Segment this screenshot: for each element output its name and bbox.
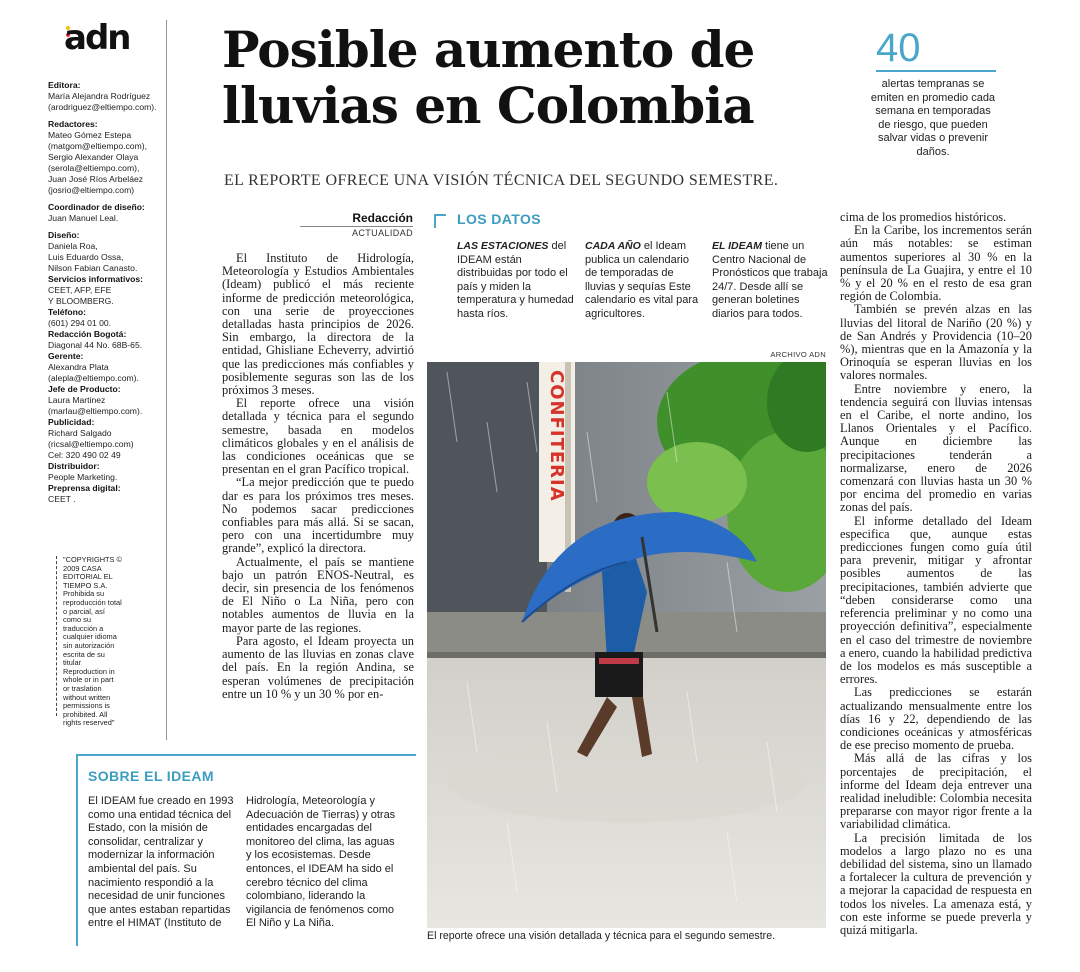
staff-line: (alepla@eltiempo.com). xyxy=(48,373,139,383)
article-paragraph: Para agosto, el Ideam proyecta un aumento de las lluvias en zonas clave del país. En la región Andina, se esperan volúmenes de precipitación entre un 10 % y un 30 % por en- xyxy=(222,633,414,701)
staff-role: Redacción Bogotá: xyxy=(48,329,127,339)
byline-name: Redacción xyxy=(352,211,413,225)
headline: Posible aumento de lluvias en Colombia xyxy=(222,20,755,135)
article-paragraph: Entre noviembre y enero, la tendencia seguirá con lluvias intensas en el Caribe, el norte andino, los Llanos Orientales y el Pacífico. Aunque en diciembre las precipitaciones tenderán a normalizarse, enero de 2026 comenzará con lluvias hasta un 30 % por encima del promedio en varias zonas del país. xyxy=(840,381,1032,515)
staff-line: Daniela Roa, xyxy=(48,241,98,251)
datos-item xyxy=(585,240,701,322)
staff-line: People Marketing. xyxy=(48,472,118,482)
datos-item xyxy=(712,240,830,322)
article-paragraph: La precisión limitada de los modelos a largo plazo no es una debilidad del sistema, sino un llamado a fortalecer la cultura de prevención y a mejorar la capacidad de respuesta en todos los niveles. La amenaza está, y con este informe se puede preverla y quizá mitigarla. xyxy=(840,830,1032,937)
staff-line: Luis Eduardo Ossa, xyxy=(48,252,124,262)
byline-section: ACTUALIDAD xyxy=(300,226,413,238)
photo-caption: El reporte ofrece una visión detallada y técnica para el segundo semestre. xyxy=(427,930,776,942)
sobre-text-col-1: El IDEAM fue creado en 1993 como una entidad técnica del Estado, con la misión de consolidar, centralizar y modernizar la información ambiental del país. Su nacimiento respondió a la necesidad de unir funciones que antes estaban repartidas entre el HIMAT (Instituto de xyxy=(88,795,234,930)
staff-line: Sergio Alexander Olaya xyxy=(48,152,139,162)
staff-line: Cel: 320 490 02 49 xyxy=(48,450,121,460)
byline xyxy=(300,211,413,238)
staff-credits xyxy=(48,80,166,505)
staff-line: (matgom@eltiempo.com), xyxy=(48,141,147,151)
rain-photo xyxy=(427,362,826,928)
staff-role: Distribuidor: xyxy=(48,461,100,471)
staff-line: Juan Manuel Leal. xyxy=(48,213,119,223)
staff-line: Richard Salgado xyxy=(48,428,112,438)
staff-line: Juan José Ríos Arbeláez xyxy=(48,174,144,184)
staff-line: (arodriguez@eltiempo.com). xyxy=(48,102,157,112)
staff-role: Publicidad: xyxy=(48,417,95,427)
sobre-title: SOBRE EL IDEAM xyxy=(88,768,214,784)
staff-line: (ricsal@eltiempo.com) xyxy=(48,439,134,449)
staff-line: Nilson Fabian Canasto. xyxy=(48,263,138,273)
article-paragraph: “La mejor predicción que te puedo dar es para los próximos tres meses. No podemos sacar predicciones confiables para más allá. Si se sacan, pero con una incertidumbre muy grande”, explicó la directora. xyxy=(222,475,414,556)
article-paragraph: También se prevén alzas en las lluvias del litoral de Nariño (20 %) y de San Andrés y Providencia (10–20 %), mientras que en la Amazonía y la Orinoquía se esperan lluvias en los valores normales. xyxy=(840,302,1032,383)
copyright-notice: "COPYRIGHTS © 2009 CASA EDITORIAL EL TIEMPO S.A. Prohibida su reproducción total o parcial, así como su traducción a cualquier idioma sin autorización escrita de su titular Reproduction in whole or in part or traslation without written permissions is prohibited. All rights reserved" xyxy=(56,556,122,716)
datos-item-text: del IDEAM están distribuidas por todo el país y miden la temperatura y humedad hasta ríos. xyxy=(457,240,574,320)
article-paragraph: cima de los promedios históricos. xyxy=(840,211,1007,224)
article-paragraph: Actualmente, el país se mantiene bajo un patrón ENOS-Neutral, es decir, sin presencia de los fenómenos de El Niño o La Niña, pero con notables aumentos de lluvia en la mayor parte de las regiones. xyxy=(222,554,414,635)
sobre-text-col-2: Hidrología, Meteorología y Adecuación de Tierras) y otras entidades encargadas del monitoreo del clima, las aguas y los ecosistemas. Desde entonces, el IDEAM ha sido el cerebro técnico del clima colombiano, liderando la vigilancia de fenómenos como El Niño y La Niña. xyxy=(246,795,396,930)
staff-line: Diagonal 44 No. 68B-65. xyxy=(48,340,143,350)
datos-item-text: el Ideam publica un calendario de temporadas de lluvias y sequías Este calendario es vital para agricultores. xyxy=(585,240,699,320)
datos-item-lead: LAS ESTACIONES xyxy=(457,240,549,252)
article-paragraph: En la Caribe, los incrementos serán aún más notables: se estiman aumentos superiores al 30 % en la península de La Guajira, y entre el 10 % y el 20 % en el resto de esa gran región de Colombia. xyxy=(840,223,1032,304)
staff-role: Gerente: xyxy=(48,351,84,361)
datos-item-text: tiene un Centro Nacional de Pronósticos que trabaja 24/7. Desde allí se generan boletines diarios para todos. xyxy=(712,240,828,320)
staff-role: Diseño: xyxy=(48,230,80,240)
datos-item xyxy=(457,240,575,322)
article-paragraph: El Instituto de Hidrología, Meteorología y Estudios Ambientales (Ideam) publicó el más reciente informe de predicción meteorológica, con una serie de proyecciones detalladas hasta principios de 2026. Sin embargo, la directora de la entidad, Ghisliane Echeverry, advirtió que las predicciones más confiables y posiblemente seguras son las de los próximos 3 meses. xyxy=(222,252,414,398)
article-column-3 xyxy=(840,211,1032,947)
staff-role: Preprensa digital: xyxy=(48,483,121,493)
staff-line: Laura Martinez xyxy=(48,395,106,405)
datos-item-lead: CADA AÑO xyxy=(585,240,641,252)
staff-role: Redactores: xyxy=(48,119,98,129)
datos-title: LOS DATOS xyxy=(457,211,541,227)
datos-item-lead: EL IDEAM xyxy=(712,240,762,252)
staff-line: Alexandra Plata xyxy=(48,362,109,372)
stat-number: 40 xyxy=(876,26,921,70)
staff-line: CEET, AFP, EFE xyxy=(48,285,112,295)
staff-line: (josrio@eltiempo.com) xyxy=(48,185,135,195)
stat-rule xyxy=(876,70,996,72)
photo-sign-text: CONFITERIA xyxy=(546,370,567,502)
photo-credit: ARCHIVO ADN xyxy=(770,350,826,359)
stat-text: alertas tempranas se emiten en promedio cada semana en temporadas de riesgo, que pueden salvar vidas o prevenir daños. xyxy=(870,78,996,158)
staff-line: María Alejandra Rodríguez xyxy=(48,91,151,101)
staff-role: Servicios informativos: xyxy=(48,274,144,284)
adn-logo: adn xyxy=(64,18,130,58)
article-paragraph: El informe detallado del Ideam especifica que, aunque estas predicciones fungen como guía útil para prevenir, mitigar y afrontar posibles aumentos de las precipitaciones, también advierte que “deben considerarse como una referencia preliminar y no como una proyección definitiva”, especialmente en el caso del trimestre de noviembre a enero, cuando la habilidad predictiva de los modelos es más susceptible a errores. xyxy=(840,513,1032,687)
staff-line: (marlau@eltiempo.com). xyxy=(48,406,143,416)
subtitle: EL REPORTE OFRECE UNA VISIÓN TÉCNICA DEL SEGUNDO SEMESTRE. xyxy=(224,172,779,189)
article-column-1 xyxy=(222,252,414,714)
staff-line: (serola@eltiempo.com), xyxy=(48,163,140,173)
staff-line: (601) 294 01 00. xyxy=(48,318,112,328)
staff-role: Teléfono: xyxy=(48,307,87,317)
staff-line: Y BLOOMBERG. xyxy=(48,296,114,306)
staff-line: Mateo Gómez Estepa xyxy=(48,130,132,140)
staff-role: Jefe de Producto: xyxy=(48,384,121,394)
staff-role: Coordinador de diseño: xyxy=(48,202,145,212)
sidebar-divider xyxy=(166,20,167,740)
staff-role: Editora: xyxy=(48,80,81,90)
article-paragraph: Más allá de las cifras y los porcentajes de precipitación, el informe del Ideam deja entrever una realidad ineludible: Colombia necesita prepararse con mayor rigor frente a la variabilidad climática. xyxy=(840,751,1032,832)
article-paragraph: Las predicciones se estarán actualizando mensualmente entre los días 16 y 22, dependiendo de las condiciones oceánicas y atmosféricas de ese preciso momento de prueba. xyxy=(840,685,1032,753)
staff-line: CEET . xyxy=(48,494,76,504)
article-paragraph: El reporte ofrece una visión detallada y técnica para el segundo semestre, basada en modelos climáticos globales y en el análisis de las condiciones oceánicas que se presentan en el gran Pacífico tropical. xyxy=(222,396,414,477)
datos-corner-mark xyxy=(434,214,446,228)
